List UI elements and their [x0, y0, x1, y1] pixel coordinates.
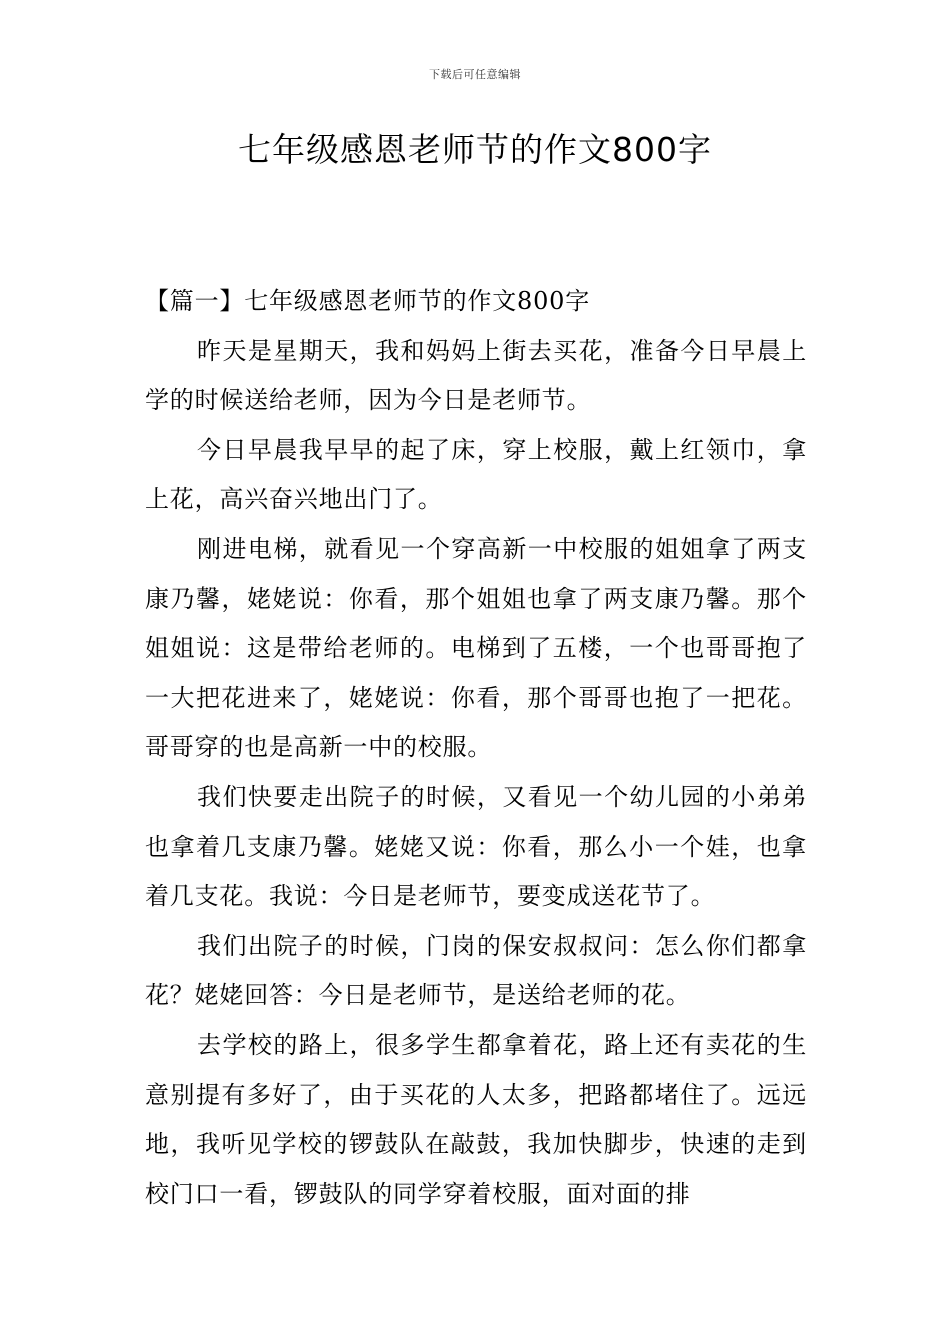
- paragraph: 我们出院子的时候，门岗的保安叔叔问：怎么你们都拿花？姥姥回答：今日是老师节，是送给老师的花。: [145, 931, 807, 1010]
- paragraph: 去学校的路上，很多学生都拿着花，路上还有卖花的生意别提有多好了，由于买花的人太多，把路都堵住了。远远地，我听见学校的锣鼓队在敲鼓，我加快脚步，快速的走到校门口一看，锣鼓队的同学穿着校服，面对面的排: [145, 1030, 807, 1208]
- paragraph: 我们快要走出院子的时候，又看见一个幼儿园的小弟弟也拿着几支康乃馨。姥姥又说：你看，那么小一个娃，也拿着几支花。我说：今日是老师节，要变成送花节了。: [145, 782, 807, 911]
- document-body: [145, 277, 807, 1219]
- paragraph: 今日早晨我早早的起了床，穿上校服，戴上红领巾，拿上花，高兴奋兴地出门了。: [145, 435, 807, 514]
- header-note: 下载后可任意编辑: [429, 68, 521, 81]
- paragraph: 昨天是星期天，我和妈妈上街去买花，准备今日早晨上学的时候送给老师，因为今日是老师节。: [145, 336, 807, 415]
- document-title: 七年级感恩老师节的作文800字: [238, 130, 712, 169]
- paragraph: 刚进电梯，就看见一个穿高新一中校服的姐姐拿了两支康乃馨，姥姥说：你看，那个姐姐也拿了两支康乃馨。那个姐姐说：这是带给老师的。电梯到了五楼，一个也哥哥抱了一大把花进来了，姥姥说：你看，那个哥哥也抱了一把花。哥哥穿的也是高新一中的校服。: [145, 534, 807, 762]
- section-heading: 【篇一】七年级感恩老师节的作文800字: [145, 287, 591, 315]
